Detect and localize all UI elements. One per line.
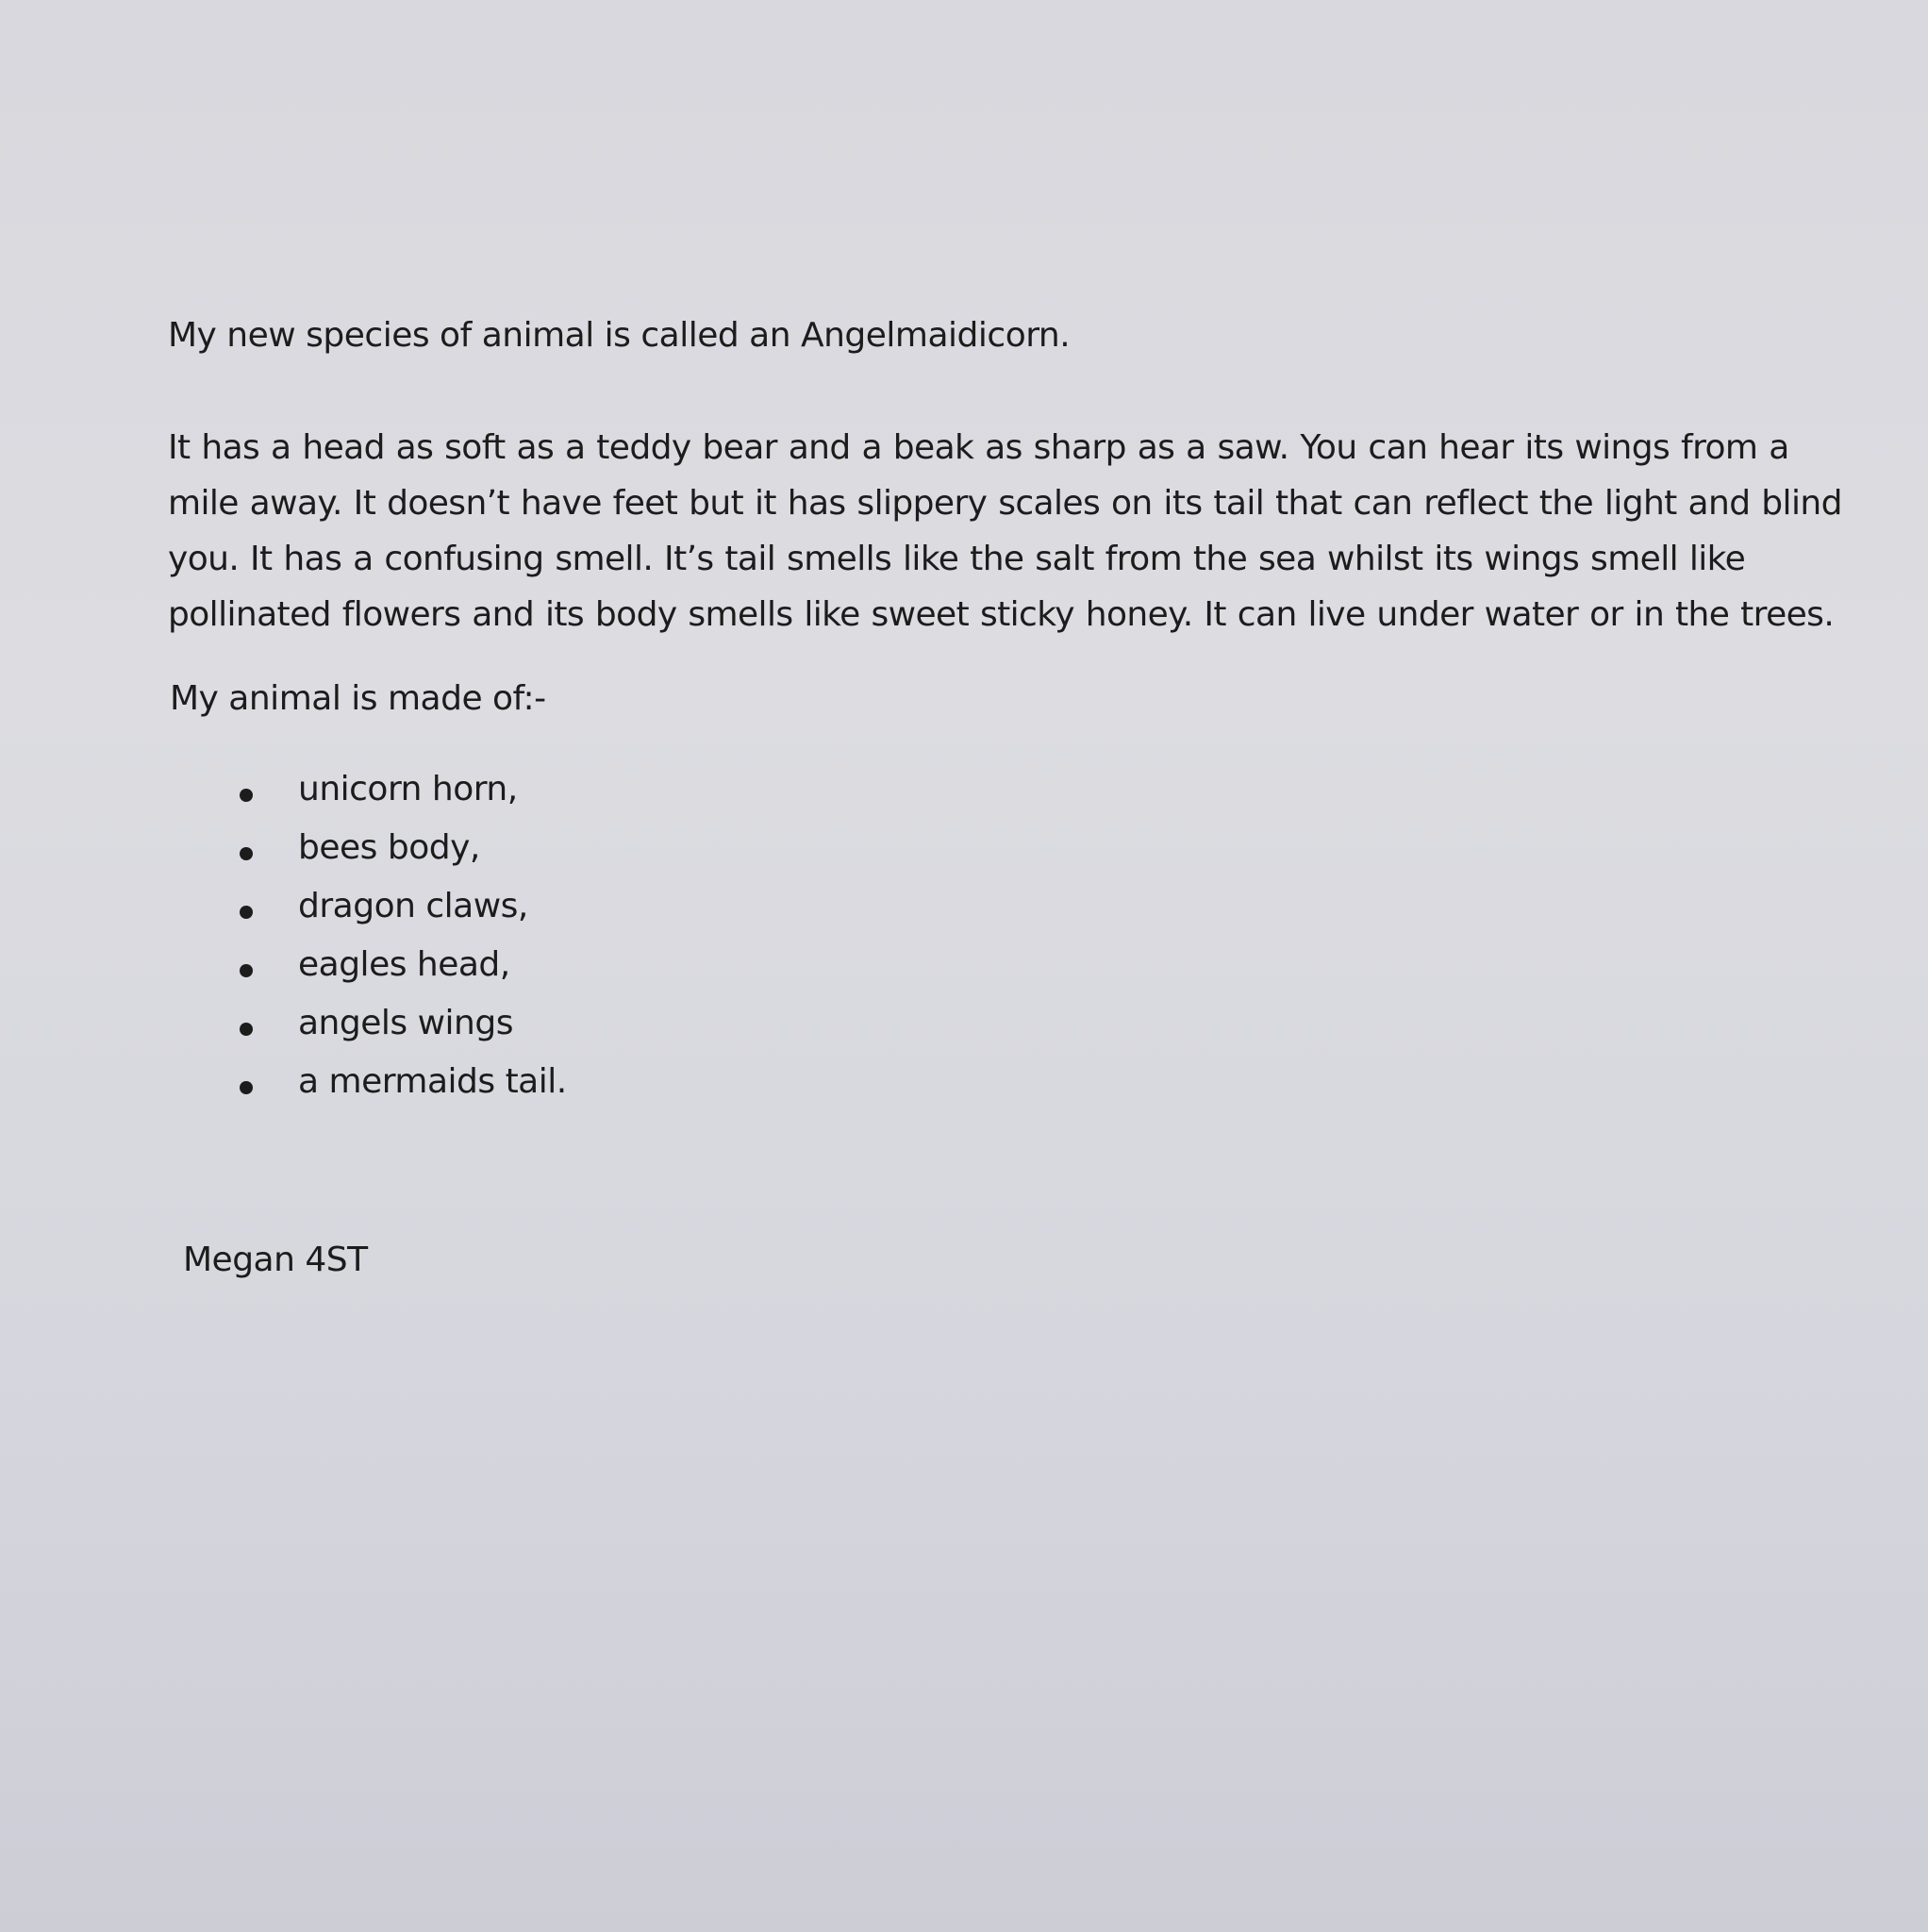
description-paragraph: It has a head as soft as a teddy bear and a beak as sharp as a saw. You can hear its wings from a mile away. It doesn’t have feet but it has slippery scales on its tail that can reflect the light and blind you. It has a confusing smell. It’s tail smells like the salt from the sea whilst its wings smell like pollinated flowers and its body smells like sweet sticky honey. It can live under water or in the trees.	[168, 428, 1842, 634]
list-item	[236, 828, 567, 887]
parts-list	[236, 770, 567, 1121]
bullet-icon	[240, 789, 253, 802]
list-item	[236, 887, 567, 945]
bullet-icon	[240, 906, 253, 919]
list-item-text: a mermaids tail.	[298, 1062, 567, 1101]
list-item	[236, 770, 567, 828]
list-item-text: unicorn horn,	[298, 770, 518, 808]
bullet-icon	[240, 847, 253, 860]
list-item-text: bees body,	[298, 828, 480, 867]
made-of-heading: My animal is made of:-	[170, 679, 546, 718]
list-item	[236, 1004, 567, 1062]
author-signature: Megan 4ST	[183, 1241, 368, 1279]
list-item	[236, 1062, 567, 1121]
list-item-text: dragon claws,	[298, 887, 528, 925]
bullet-icon	[240, 1081, 253, 1094]
bullet-icon	[240, 1023, 253, 1036]
list-item-text: angels wings	[298, 1004, 513, 1042]
list-item-text: eagles head,	[298, 945, 510, 984]
list-item	[236, 945, 567, 1004]
bullet-icon	[240, 964, 253, 977]
intro-sentence: My new species of animal is called an Angelmaidicorn.	[168, 316, 1071, 355]
